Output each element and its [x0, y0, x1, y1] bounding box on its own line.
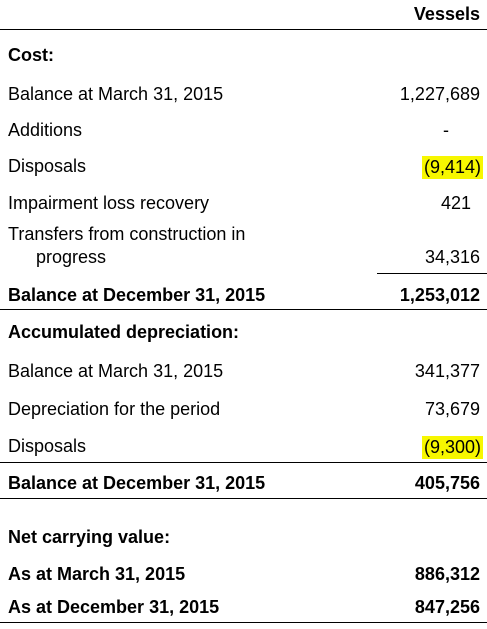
- net-label: As at December 31, 2015: [8, 597, 220, 617]
- row-label: Impairment loss recovery: [8, 193, 210, 213]
- accumulated-heading: Accumulated depreciation:: [8, 322, 240, 342]
- net-value: 847,256: [414, 597, 480, 617]
- total-rule: [0, 309, 487, 310]
- bottom-rule: [0, 622, 487, 623]
- row-label-continued: progress: [36, 247, 107, 267]
- row-value: 341,377: [414, 361, 480, 381]
- subtotal-rule: [377, 273, 487, 274]
- column-header-vessels: Vessels: [413, 4, 480, 24]
- row-value: 421: [440, 193, 471, 213]
- net-heading: Net carrying value:: [8, 527, 171, 547]
- total-value: 1,253,012: [399, 285, 480, 305]
- row-label: Transfers from construction in: [8, 224, 246, 244]
- net-label: As at March 31, 2015: [8, 564, 186, 584]
- row-label: Disposals: [8, 156, 87, 176]
- row-value: -: [443, 120, 449, 140]
- cost-heading: Cost:: [8, 45, 54, 65]
- row-label: Disposals: [8, 436, 87, 456]
- row-value-highlighted: (9,414): [423, 157, 481, 177]
- total-label: Balance at December 31, 2015: [8, 473, 266, 493]
- total-rule: [0, 498, 487, 499]
- net-value: 886,312: [414, 564, 480, 584]
- row-value: 34,316: [424, 247, 480, 267]
- subtotal-rule: [0, 462, 487, 463]
- header-rule: [0, 29, 487, 30]
- row-label: Additions: [8, 120, 83, 140]
- total-value: 405,756: [414, 473, 480, 493]
- row-label: Depreciation for the period: [8, 399, 221, 419]
- row-value: 1,227,689: [399, 84, 480, 104]
- total-label: Balance at December 31, 2015: [8, 285, 266, 305]
- row-value-highlighted: (9,300): [423, 437, 481, 457]
- row-value: 73,679: [424, 399, 480, 419]
- row-label: Balance at March 31, 2015: [8, 361, 224, 381]
- row-label: Balance at March 31, 2015: [8, 84, 224, 104]
